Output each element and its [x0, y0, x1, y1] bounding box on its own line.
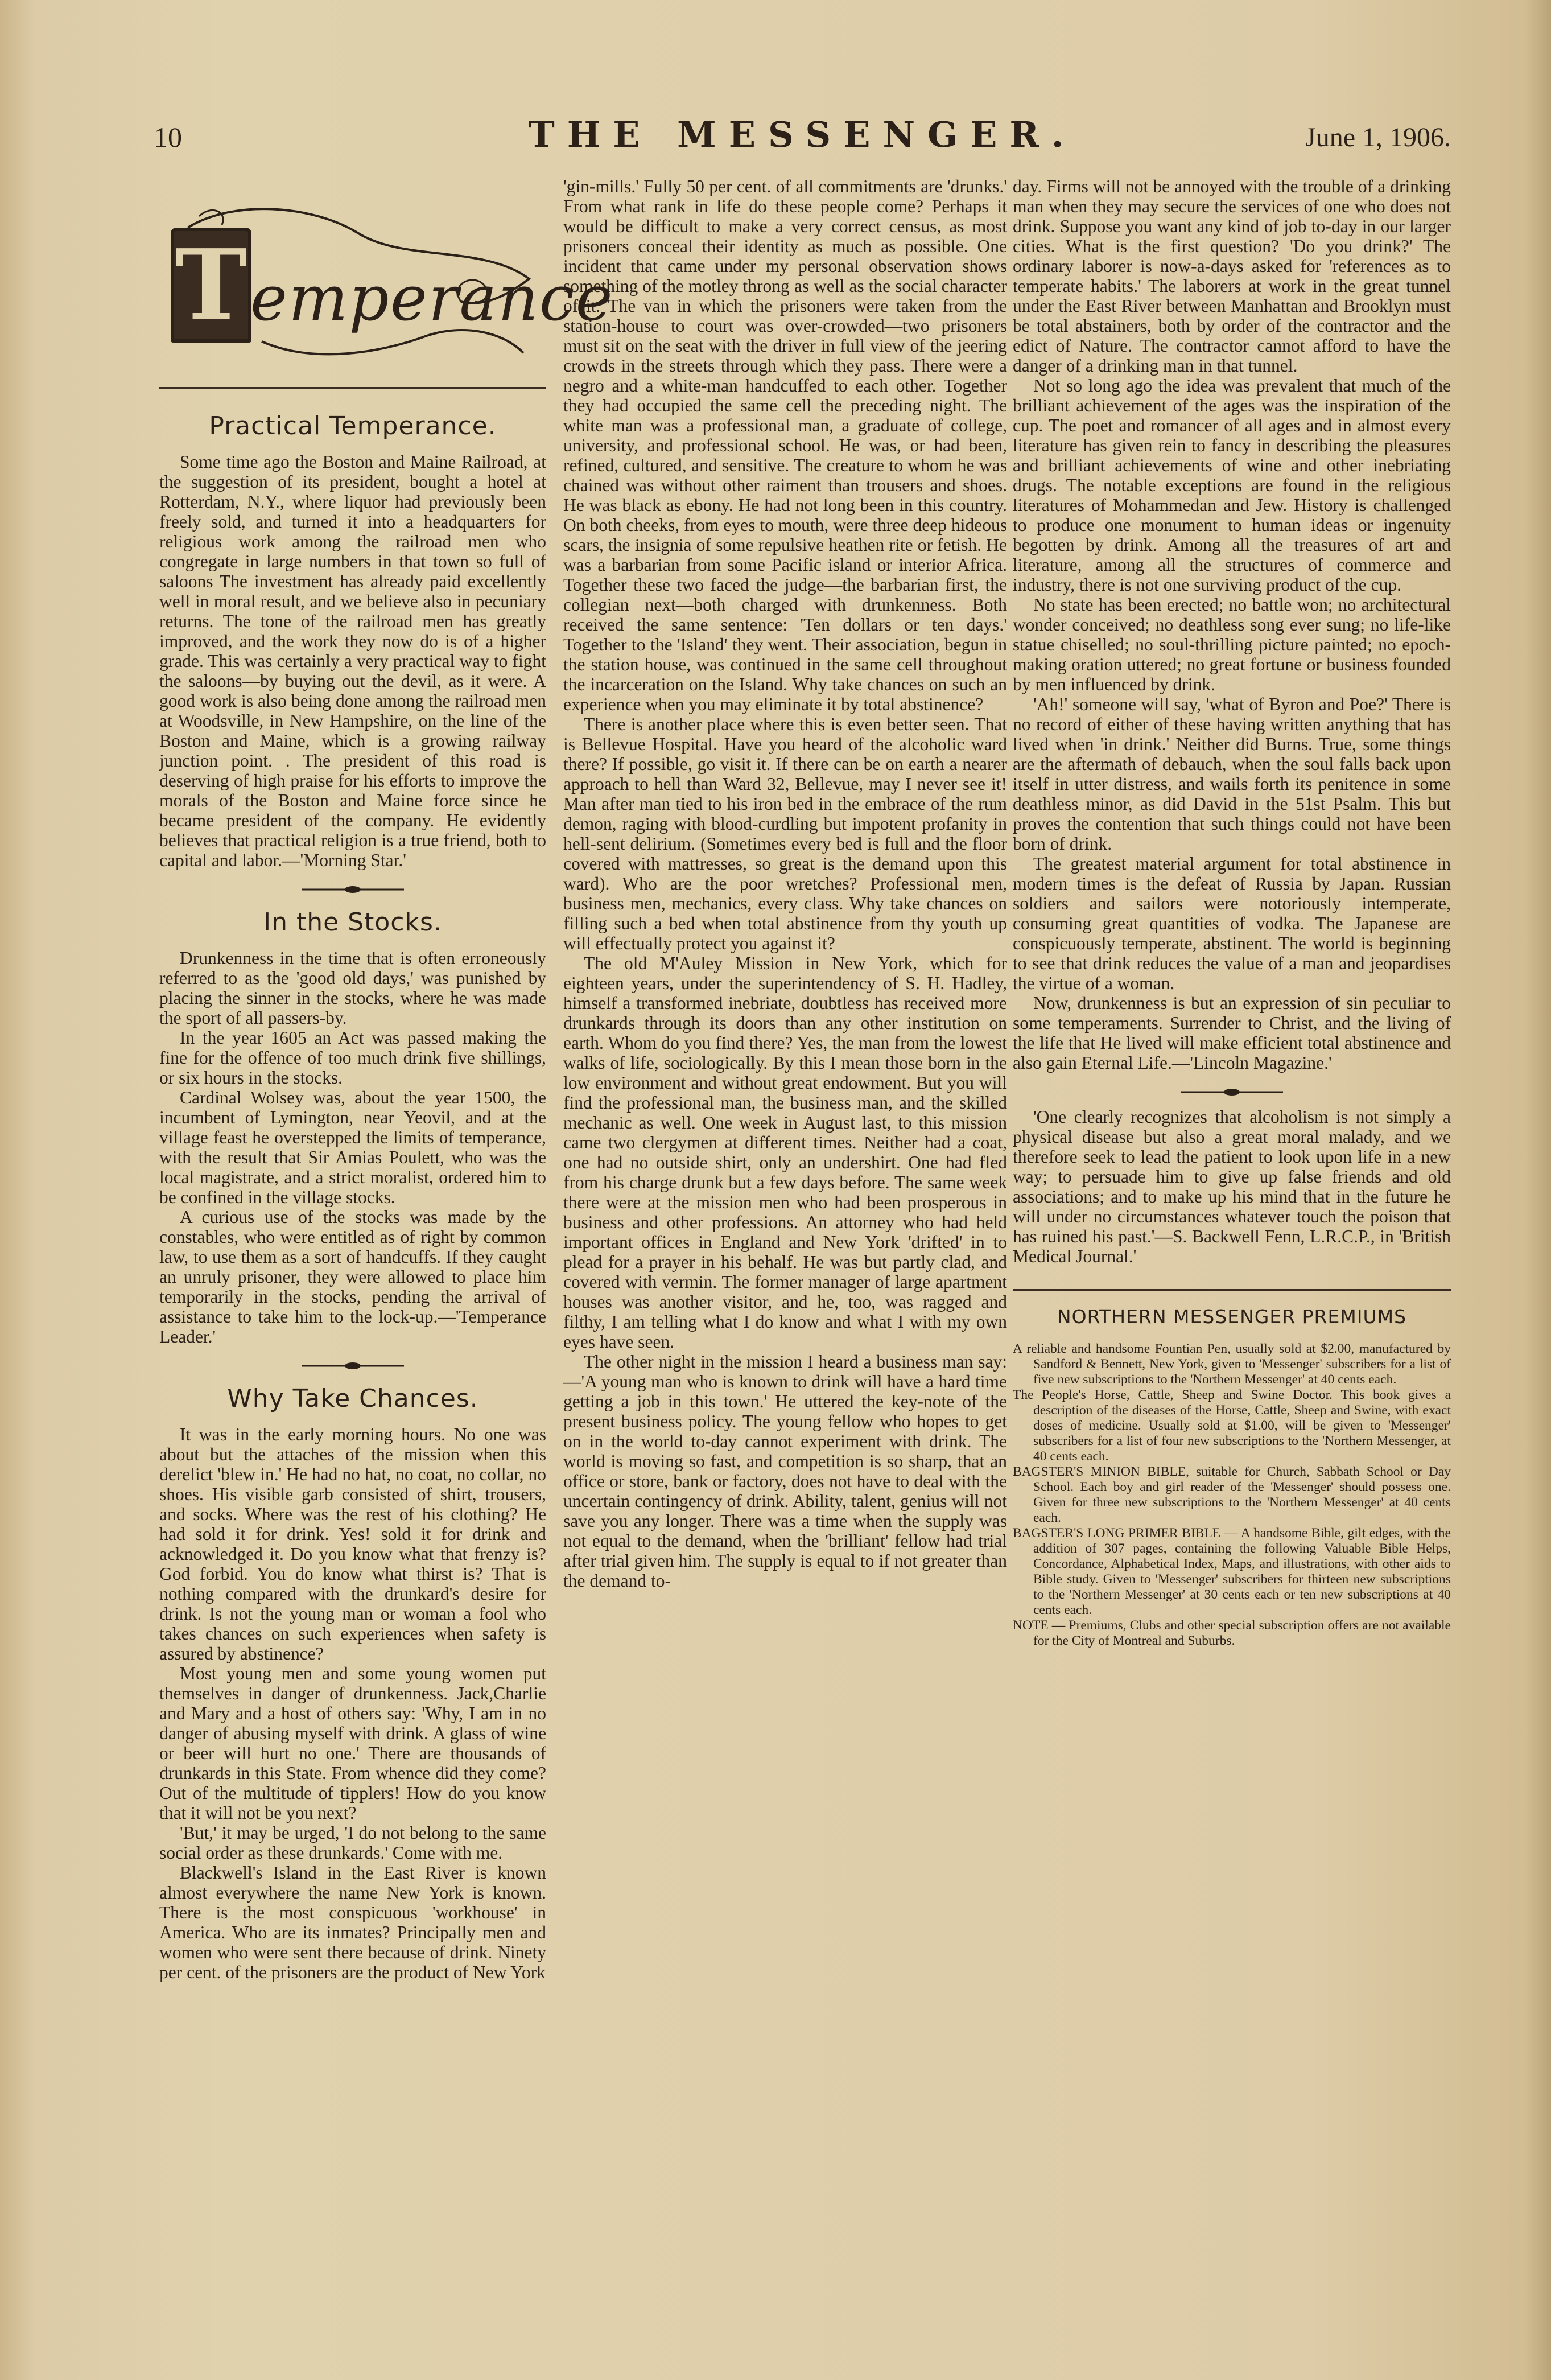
article-paragraph: Cardinal Wolsey was, about the year 1500, the incumbent of Lymington, near Yeovil, and at the village feast he overstepped the limits of temperance, with the result that Sir Amias Poulett, who was the local magistrate, and a strict moralist, ordered him to be confined in the village stocks.	[159, 1088, 546, 1207]
premiums-title: NORTHERN MESSENGER PREMIUMS	[1013, 1289, 1451, 1328]
logo-initial-box	[171, 228, 251, 343]
article-paragraph: Most young men and some young women put themselves in danger of drunkenness. Jack,Charlie and Mary and a host of others say: 'Why, I am in no danger of abusing myself with drink. A glass of wine or beer will hurt no one.' There are thousands of drunkards in this State. From whence did they come? Out of the multitude of tipplers! How do you know that it will not be you next?	[159, 1663, 546, 1823]
section-rule	[159, 387, 546, 389]
temperance-logo	[159, 193, 614, 381]
article-paragraph: In the year 1605 an Act was passed making the fine for the offence of too much drink five shillings, or six hours in the stocks.	[159, 1028, 546, 1088]
headline-practical-temperance: Practical Temperance.	[209, 411, 497, 440]
column-right	[1013, 176, 1451, 2328]
column-middle	[563, 176, 1007, 2328]
article-paragraph: The other night in the mission I heard a business man say:—'A young man who is known to drink will have a hard time getting a job in this town.' He uttered the key-note of the present business policy. The young fellow who hopes to get on in the world to-day cannot experiment with drink. The world is moving so fast, and competition is so sharp, that an office or store, bank or factory, does not have to deal with the uncertain contingency of drink. Ability, talent, genius will not save you any longer. There was a time when the supply was not equal to the demand, when the 'brilliant' fellow had trial after trial given him. The supply is equal to if not greater than the demand to-	[563, 1352, 1007, 1591]
logo-word: emperance	[250, 262, 614, 335]
premium-item: BAGSTER'S LONG PRIMER BIBLE — A handsome Bible, gilt edges, with the addition of 307 pages, containing the following Valuable Bible Helps, Concordance, Alphabetical Index, Maps, and illustrations, with other aids to Bible study. Given to 'Messenger' subscribers for thirteen new subscriptions to the 'Northern Messenger' at 30 cents each or ten new subscriptions at 40 cents each.	[1013, 1526, 1451, 1617]
page-number: 10	[154, 121, 182, 153]
divider-ornament	[159, 885, 546, 894]
article-paragraph: Blackwell's Island in the East River is known almost everywhere the name New York is known. There is the most conspicuous 'workhouse' in America. Who are its inmates? Principally men and women who were sent there because of drink. Ninety per cent. of the prisoners are the product of New York	[159, 1863, 546, 1982]
masthead-title: THE MESSENGER.	[528, 114, 1076, 155]
article-paragraph: It was in the early morning hours. No one was about but the attaches of the mission when this derelict 'blew in.' He had no hat, no coat, no collar, no shoes. His visible garb consisted of shirt, trousers, and socks. Where was the rest of his clothing? He had sold it for drink. Yes! sold it for drink and acknowledged it. Do you know what that frenzy is? God forbid. You do know what thirst is? That is nothing compared with the drunkard's desire for drink. Is not the young man or woman a fool who takes chances on such experiences when safety is assured by abstinence?	[159, 1424, 546, 1663]
article-paragraph: 'But,' it may be urged, 'I do not belong to the same social order as these drunkards.' Come with me.	[159, 1823, 546, 1863]
article-paragraph: The old M'Auley Mission in New York, which for eighteen years, under the superintendency of S. H. Hadley, himself a transformed inebriate, doubtless has received more drunkards through its doors than any other institution on earth. Whom do you find there? Yes, the man from the lowest walks of life, sociologically. By this I mean those born in the low environment and without great endowment. But you will find the professional man, the business man, and the skilled mechanic as well. One week in August last, to this mission came two clergymen at different times. Neither had a coat, one had no outside shirt, only an undershirt. One had fled from his charge drunk but a few days before. The same week there were at the mission men who had been prosperous in business and other professions. An attorney who had held important offices in England and New York 'drifted' in to plead for a prayer in his behalf. He was but partly clad, and covered with vermin. The former manager of large apartment houses was another visitor, and he, too, was ragged and filthy, I am telling what I do know and what I with my own eyes have seen.	[563, 953, 1007, 1352]
article-paragraph: Drunkenness in the time that is often erroneously referred to as the 'good old days,' was punished by placing the sinner in the stocks, where he was made the sport of all passers-by.	[159, 948, 546, 1028]
article-paragraph: day. Firms will not be annoyed with the trouble of a drinking man when they may secure the services of one who does not drink. Suppose you want any kind of job to-day in our larger cities. What is the first question? 'Do you drink?' The ordinary laborer is now-a-days asked for 'references as to temperate habits.' The laborers at work in the great tunnel under the East River between Manhattan and Brooklyn must be total abstainers, both by order of the contractor and the edict of Nature. The contractor cannot afford to have the danger of a drinking man in that tunnel.	[1013, 176, 1451, 376]
headline-in-the-stocks: In the Stocks.	[263, 908, 442, 937]
page-header	[154, 114, 1451, 159]
divider-ornament	[1013, 1088, 1451, 1097]
premium-item: BAGSTER'S MINION BIBLE, suitable for Church, Sabbath School or Day School. Each boy and girl reader of the 'Messenger' should possess one. Given for three new subscriptions to the 'Northern Messenger' at 40 cents each.	[1013, 1464, 1451, 1525]
headline-why-take-chances: Why Take Chances.	[227, 1384, 478, 1413]
article-paragraph: No state has been erected; no battle won; no architectural wonder conceived; no deathless song ever sung; no life-like statue chiselled; no soul-thrilling picture painted; no epoch-making oration uttered; no great fortune or business founded by men influenced by drink.	[1013, 595, 1451, 694]
premium-item: NOTE — Premiums, Clubs and other special subscription offers are not available for the City of Montreal and Suburbs.	[1013, 1618, 1451, 1648]
article-paragraph: 'One clearly recognizes that alcoholism is not simply a physical disease but also a great moral malady, and we therefore seek to lead the patient to look upon life in a new way; to persuade him to give up false friends and old associations; and to make up his mind that in the future he will under no circumstances whatever touch the poison that has ruined his past.'—S. Backwell Fenn, L.R.C.P., in 'British Medical Journal.'	[1013, 1107, 1451, 1266]
article-paragraph: Some time ago the Boston and Maine Railroad, at the suggestion of its president, bought a hotel at Rotterdam, N.Y., where liquor had previously been freely sold, and turned it into a headquarters for religious work among the railroad men who congregate in large numbers in that town so full of saloons The investment has already paid excellently well in moral result, and we believe also in pecuniary returns. The tone of the railroad men has greatly improved, and the work they now do is of a higher grade. This was certainly a very practical way to fight the saloons—by buying out the devil, as it were. A good work is also being done among the railroad men at Woodsville, in New Hampshire, on the line of the Boston and Maine, which is a growing railway junction point. . The president of this road is deserving of high praise for his efforts to improve the morals of the Boston and Maine force since he became president of the company. He evidently believes that practical religion is a true friend, both to capital and labor.—'Morning Star.'	[159, 452, 546, 870]
column-left	[159, 176, 614, 2328]
logo-initial: T	[175, 228, 248, 342]
article-paragraph: Not so long ago the idea was prevalent that much of the brilliant achievement of the ages was the inspiration of the cup. The poet and romancer of all ages and in almost every literature has given rein to fancy in describing the pleasures and brilliant achievements of wine and other inebriating drugs. The notable exceptions are found in the religious literatures of Mohammedan and Jew. History is challenged to produce one monument to human ideas or ingenuity begotten by drink. Among all the treasures of art and literature, among all the structures of commerce and industry, there is not one surviving product of the cup.	[1013, 376, 1451, 595]
article-paragraph: There is another place where this is even better seen. That is Bellevue Hospital. Have you heard of the alcoholic ward there? If possible, go visit it. If there can be on earth a nearer approach to hell than Ward 32, Bellevue, may I never see it! Man after man tied to his iron bed in the embrace of the rum demon, raging with blood-curdling but impotent profanity in hell-sent delirium. (Sometimes every bed is full and the floor covered with mattresses, so great is the demand upon this ward). Who are the poor wretches? Professional men, business men, mechanics, every class. Why take chances on filling such a bed when total abstinence from thy youth up will effectually protect you against it?	[563, 714, 1007, 953]
issue-date: June 1, 1906.	[1305, 122, 1451, 153]
article-paragraph: The greatest material argument for total abstinence in modern times is the defeat of Russia by Japan. Russian soldiers and sailors were notoriously intemperate, consuming great quantities of vodka. The Japanese are conspicuously temperate, abstinent. The world is beginning to see that drink reduces the value of a man and jeopardises the virtue of a woman.	[1013, 854, 1451, 993]
premium-item: The People's Horse, Cattle, Sheep and Swine Doctor. This book gives a description of the diseases of the Horse, Cattle, Sheep and Swine, with exact doses of medicine. Usually sold at $1.00, will be given to 'Messenger' subscribers for a list of four new subscriptions to the 'Northern Messenger, at 40 cents each.	[1013, 1387, 1451, 1464]
article-paragraph: Now, drunkenness is but an expression of sin peculiar to some temperaments. Surrender to Christ, and the living of the life that He lived will make efficient total abstinence and also gain Eternal Life.—'Lincoln Magazine.'	[1013, 993, 1451, 1073]
premium-item: A reliable and handsome Fountian Pen, usually sold at $2.00, manufactured by Sandford & Bennett, New York, given to 'Messenger' subscribers for a list of five new subscriptions to the 'Northern Messenger' at 40 cents each.	[1013, 1341, 1451, 1387]
article-paragraph: A curious use of the stocks was made by the constables, who were entitled as of right by common law, to use them as a sort of handcuffs. If they caught an unruly prisoner, they were allowed to place him temporarily in the stocks, pending the arrival of assistance to take him to the lock-up.—'Temperance Leader.'	[159, 1207, 546, 1347]
divider-ornament	[159, 1361, 546, 1370]
article-paragraph: 'gin-mills.' Fully 50 per cent. of all commitments are 'drunks.' From what rank in life do these people come? Perhaps it would be difficult to make a very correct census, as most prisoners conceal their identity as much as possible. One incident that came under my personal observation shows something of the motley throng as well as the social character of it. The van in which the prisoners were taken from the station-house to court was over-crowded—two prisoners must sit on the seat with the driver in full view of the jeering crowds in the streets through which they pass. There were a negro and a white-man handcuffed to each other. Together they had occupied the same cell the preceding night. The white man was a professional man, a graduate of college, university, and professional school. He was, or had been, refined, cultured, and sensitive. The creature to whom he was chained was without other raiment than trousers and shoes. He was black as ebony. He had not long been in this country. On both cheeks, from eyes to mouth, were three deep hideous scars, the insignia of some repulsive heathen rite or fetish. He was a barbarian from some Pacific island or interior Africa. Together these two faced the judge—the barbarian first, the collegian next—both charged with drunkenness. Both received the same sentence: 'Ten dollars or ten days.' Together to the 'Island' they went. Their association, begun in the station house, was continued in the same cell throughout the incarceration on the Island. Why take chances on such an experience when you may eliminate it by total abstinence?	[563, 176, 1007, 714]
article-paragraph: 'Ah!' someone will say, 'what of Byron and Poe?' There is no record of either of these having written anything that has lived when 'in drink.' Neither did Burns. True, some things are the aftermath of debauch, when the soul falls back upon itself in utter distress, and wails forth its penitence in some deathless minor, as did David in the 51st Psalm. This but proves the contention that such things could not have been born of drink.	[1013, 694, 1451, 854]
